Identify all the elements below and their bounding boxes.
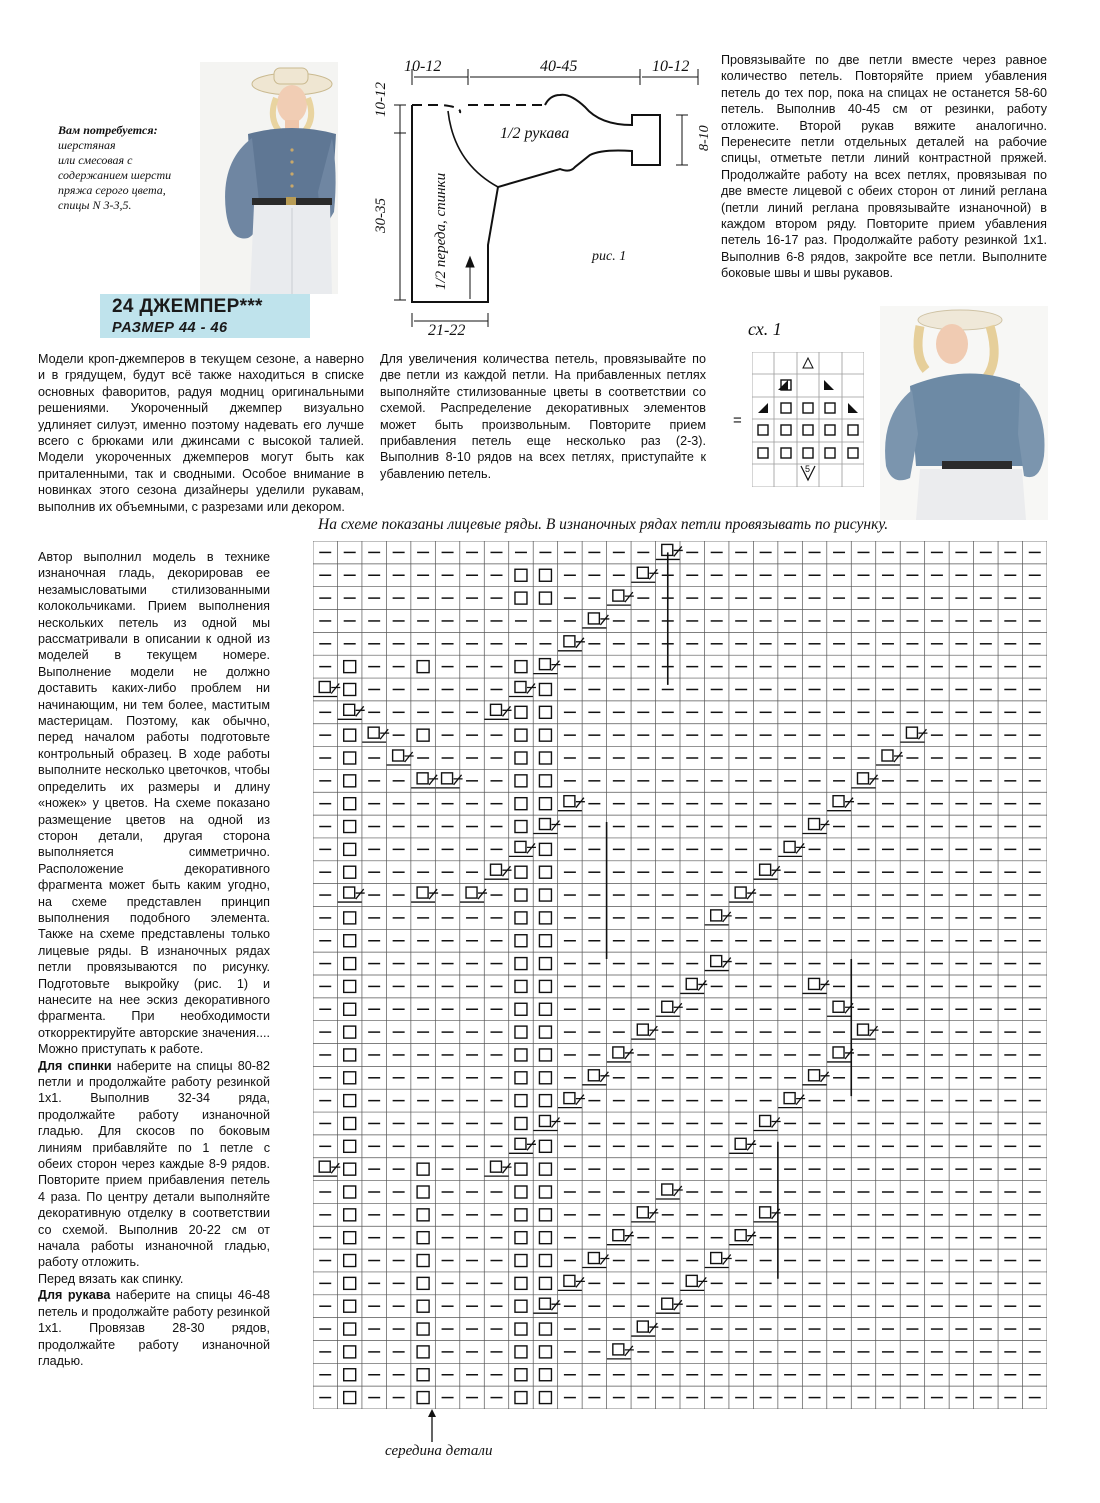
knit-box xyxy=(539,1255,551,1267)
pattern-drawing xyxy=(370,55,715,345)
flower-symbol xyxy=(858,1024,869,1035)
knit-box xyxy=(344,1117,356,1129)
knit-box xyxy=(344,980,356,992)
knit-box xyxy=(515,1186,527,1198)
knit-box xyxy=(344,752,356,764)
knit-box xyxy=(344,843,356,855)
flower-symbol xyxy=(564,796,575,807)
knit-box xyxy=(515,1003,527,1015)
flower-symbol xyxy=(515,1138,526,1149)
knit-box xyxy=(515,706,527,718)
flower-symbol xyxy=(735,887,746,898)
knit-box xyxy=(539,889,551,901)
flower-symbol xyxy=(809,1070,820,1081)
flower-symbol xyxy=(833,1001,844,1012)
knit-box xyxy=(515,912,527,924)
flower-symbol xyxy=(809,978,820,989)
flower-symbol xyxy=(539,659,550,670)
knit-box xyxy=(344,683,356,695)
knit-box xyxy=(417,1255,429,1267)
flower-symbol xyxy=(515,841,526,852)
flower-symbol xyxy=(735,1230,746,1241)
flower-symbol xyxy=(711,956,722,967)
flower-symbol xyxy=(662,1184,673,1195)
materials-line: шерстяная xyxy=(58,138,116,152)
schema-equals: = xyxy=(733,412,742,429)
flower-symbol xyxy=(539,819,550,830)
knit-box xyxy=(344,661,356,673)
knit-box xyxy=(417,1369,429,1381)
knit-box xyxy=(515,889,527,901)
knit-box xyxy=(344,1255,356,1267)
body-label: 1/2 переда, спинки xyxy=(433,172,449,290)
flower-symbol xyxy=(564,636,575,647)
knit-box xyxy=(344,1003,356,1015)
knit-box xyxy=(539,729,551,741)
knit-box xyxy=(515,1163,527,1175)
knit-box xyxy=(515,1117,527,1129)
flower-symbol xyxy=(882,750,893,761)
knit-box xyxy=(539,1072,551,1084)
back-text: наберите на спицы 80-82 петли и продолжайте работу резинкой 1х1. Выполнив 32-34 ряда, продолжайте работу изнаночной гладью. Для скосов по боковым линиям прибавляйте по 1 петле с обеих сторон через каждые 8-9 рядов. Повторите прием прибавления петель 4 раза. По центру детали выполняйте декоративную отделку в соответствии со схемой. Выполнив 20-22 см от начала работы изнаночной гладью, работу отложить. xyxy=(38,1058,270,1270)
flower-symbol xyxy=(809,819,820,830)
dim-left-main: 30-35 xyxy=(373,198,389,233)
knit-box xyxy=(539,958,551,970)
intro-paragraph-1: Модели кроп-джемперов в текущем сезоне, а наверно и в грядущем, будут всё также находиться в списке основных фаворитов, радуя модниц оригинальными решениями. Укороченный джемпер визуально удлиняет силуэт, именно поэтому надевать его лучше всего с брюками или джинсами с высокой талией. Модели укороченных джемперов могут быть как приталенными, так и сводными. Особое внимание в новинках этого сезона дизайнеры уделили рукавам, выполнив их объемными, с разрезами или декором. xyxy=(38,352,364,514)
knit-box xyxy=(539,1323,551,1335)
knit-box xyxy=(539,980,551,992)
knit-box xyxy=(515,1300,527,1312)
knit-box xyxy=(344,798,356,810)
middle-column-text xyxy=(380,351,706,482)
flower-symbol xyxy=(491,704,502,715)
flower-symbol xyxy=(662,1298,673,1309)
knit-box xyxy=(515,1209,527,1221)
flower-symbol xyxy=(637,567,648,578)
knit-box xyxy=(515,980,527,992)
materials-label: Вам потребуется: xyxy=(58,123,158,137)
knit-box xyxy=(539,1003,551,1015)
knit-box xyxy=(515,1346,527,1358)
knit-box xyxy=(344,1140,356,1152)
flower-symbol xyxy=(686,978,697,989)
grid-caption: На схеме показаны лицевые ряды. В изнаночных рядах петли провязывать по рисунку. xyxy=(318,516,889,533)
left-column-text xyxy=(38,549,270,1369)
sleeve-text: наберите на спицы 46-48 петель и продолжайте работу резинкой 1х1. Провязав 28-30 рядов, продолжайте работу изнаночной гладью. xyxy=(38,1288,270,1368)
knit-box xyxy=(417,1186,429,1198)
center-marker-arrow xyxy=(425,1408,439,1444)
sleeve-heading: Для рукава xyxy=(38,1288,111,1303)
dim-top-mid: 40-45 xyxy=(540,58,578,75)
flower-symbol xyxy=(637,1321,648,1332)
flower-symbol xyxy=(319,1161,330,1172)
knit-box xyxy=(515,592,527,604)
flower-symbol xyxy=(858,773,869,784)
back-instructions xyxy=(38,1058,270,1271)
flower-symbol xyxy=(539,1298,550,1309)
flower-symbol xyxy=(588,613,599,624)
knit-box xyxy=(515,1369,527,1381)
model-size: РАЗМЕР 44 - 46 xyxy=(112,320,228,336)
knit-box xyxy=(344,912,356,924)
flower-symbol xyxy=(344,887,355,898)
knit-box xyxy=(417,1300,429,1312)
dim-top-right: 10-12 xyxy=(652,58,690,75)
flower-symbol xyxy=(637,1207,648,1218)
knit-box xyxy=(417,1163,429,1175)
flower-symbol xyxy=(613,1344,624,1355)
flower-symbol xyxy=(319,681,330,692)
knit-box xyxy=(344,866,356,878)
flower-symbol xyxy=(735,1138,746,1149)
knit-box xyxy=(539,1277,551,1289)
front-instructions: Перед вязать как спинку. xyxy=(38,1271,184,1286)
knit-box xyxy=(417,1392,429,1404)
schema-title: сх. 1 xyxy=(748,319,782,339)
knit-box xyxy=(344,1209,356,1221)
knit-box xyxy=(515,821,527,833)
right-column-text xyxy=(721,52,1047,282)
knit-box xyxy=(539,775,551,787)
flower-symbol xyxy=(906,727,917,738)
flower-symbol xyxy=(662,1001,673,1012)
knit-box xyxy=(515,752,527,764)
model-photo-2-illustration xyxy=(880,306,1048,520)
sleeve-instructions xyxy=(38,1287,270,1369)
middle-paragraph: Для увеличения количества петель, провязывайте по две петли из каждой петли. На прибавленных петлях выполняйте стилизованные цветы в соответствии со схемой. Распределение декоративных элементов может быть произвольным. Повторите прием прибавления петель еще несколько раз (2-3). Выполнив 8-10 рядов на всех петлях, приступайте к убавлению петель. xyxy=(380,352,706,481)
knit-box xyxy=(539,1209,551,1221)
knit-box xyxy=(344,1072,356,1084)
flower-symbol xyxy=(539,1115,550,1126)
knit-box xyxy=(515,1095,527,1107)
flower-symbol xyxy=(833,1047,844,1058)
flower-symbol xyxy=(613,590,624,601)
knit-box xyxy=(539,1346,551,1358)
flower-symbol xyxy=(588,1253,599,1264)
knit-box xyxy=(344,935,356,947)
right-paragraph: Провязывайте по две петли вместе через равное количество петель. Повторяйте прием убавления петель до тех пор, пока на спицах не останется 58-60 петель. Выполнив 40-45 см от резинки, работу отложите. Второй рукав вяжите аналогично. Перенесите петли отдельных деталей на рабочие спицы, отметьте петли линий контрастной пряжей. Продолжайте работу на всех петлях, провязывая по две вместе лицевой с обеих сторон от линий реглана (петли линий реглана провязывайте изнаночной) в каждом втором ряду. Повторите прием убавления петель 16-17 раз. Продолжайте работу резинкой 1х1. Выполнив 6-8 рядов, закройте все петли. Выполните боковые швы и швы рукавов. xyxy=(721,53,1047,281)
knit-box xyxy=(515,1255,527,1267)
dim-bottom: 21-22 xyxy=(428,322,466,339)
flower-symbol xyxy=(515,681,526,692)
knit-box xyxy=(344,1346,356,1358)
flower-symbol xyxy=(613,1047,624,1058)
model-title: 24 ДЖЕМПЕР*** xyxy=(112,296,263,317)
flower-symbol xyxy=(393,750,404,761)
knit-box xyxy=(344,1277,356,1289)
knit-box xyxy=(539,1186,551,1198)
materials-line: содержанием шерсти xyxy=(58,168,172,182)
knit-box xyxy=(515,661,527,673)
knit-box xyxy=(539,1026,551,1038)
knit-box xyxy=(417,661,429,673)
knit-box xyxy=(539,1140,551,1152)
knit-box xyxy=(539,592,551,604)
materials-line: или смесовая с xyxy=(58,153,133,167)
knit-box xyxy=(539,866,551,878)
knit-box xyxy=(417,729,429,741)
flower-symbol xyxy=(368,727,379,738)
knit-box xyxy=(539,683,551,695)
knit-box xyxy=(344,1323,356,1335)
dim-left-top: 10-12 xyxy=(373,82,389,117)
knit-box xyxy=(539,1369,551,1381)
knit-box xyxy=(344,958,356,970)
knit-box xyxy=(515,1323,527,1335)
knit-box xyxy=(515,958,527,970)
knit-box xyxy=(344,1049,356,1061)
knit-box xyxy=(417,1277,429,1289)
flower-symbol xyxy=(564,1093,575,1104)
knit-box xyxy=(344,1232,356,1244)
flower-symbol xyxy=(637,1024,648,1035)
grid-bottom-label: середина детали xyxy=(385,1443,493,1459)
flower-symbol xyxy=(760,1207,771,1218)
flower-symbol xyxy=(491,1161,502,1172)
knit-box xyxy=(515,729,527,741)
back-heading: Для спинки xyxy=(38,1058,112,1073)
flower-symbol xyxy=(417,773,428,784)
materials-list xyxy=(58,123,228,213)
flower-symbol xyxy=(760,864,771,875)
knit-box xyxy=(515,1232,527,1244)
knit-box xyxy=(344,1300,356,1312)
knit-box xyxy=(539,1163,551,1175)
knit-box xyxy=(515,1392,527,1404)
flower-symbol xyxy=(711,910,722,921)
flower-symbol xyxy=(588,1070,599,1081)
flower-symbol xyxy=(784,841,795,852)
flower-symbol xyxy=(564,1275,575,1286)
knit-box xyxy=(515,1072,527,1084)
knit-box xyxy=(539,1392,551,1404)
knit-box xyxy=(344,729,356,741)
flower-symbol xyxy=(784,1093,795,1104)
knit-box xyxy=(515,1026,527,1038)
knit-box xyxy=(515,569,527,581)
flower-symbol xyxy=(760,1115,771,1126)
knit-box xyxy=(539,935,551,947)
knit-box xyxy=(539,1095,551,1107)
knit-box xyxy=(417,1232,429,1244)
knit-box xyxy=(344,1163,356,1175)
model-photo-2 xyxy=(880,306,1048,520)
materials-line: пряжа серого цвета, xyxy=(58,183,166,197)
flower-symbol xyxy=(686,1275,697,1286)
knit-box xyxy=(515,798,527,810)
knit-box xyxy=(539,569,551,581)
flower-symbol xyxy=(491,864,502,875)
knit-box xyxy=(344,1026,356,1038)
knit-box xyxy=(515,1049,527,1061)
sleeve-label: 1/2 рукава xyxy=(500,125,570,142)
flower-symbol xyxy=(711,1253,722,1264)
knit-box xyxy=(539,912,551,924)
knit-box xyxy=(539,706,551,718)
knit-box xyxy=(344,821,356,833)
intro-text xyxy=(38,351,364,515)
knit-box xyxy=(539,752,551,764)
knit-box xyxy=(515,1277,527,1289)
knit-box xyxy=(539,843,551,855)
knit-box xyxy=(515,935,527,947)
knit-box xyxy=(344,1369,356,1381)
knit-box xyxy=(344,1095,356,1107)
figure-label: рис. 1 xyxy=(592,249,627,264)
knit-box xyxy=(344,1392,356,1404)
knit-box xyxy=(539,1232,551,1244)
flower-symbol xyxy=(613,1230,624,1241)
knit-box xyxy=(515,775,527,787)
knit-box xyxy=(344,1186,356,1198)
knit-box xyxy=(515,866,527,878)
knit-box xyxy=(417,1323,429,1335)
dim-top-left: 10-12 xyxy=(404,58,442,75)
knit-box xyxy=(539,1049,551,1061)
knit-box xyxy=(417,1346,429,1358)
flower-symbol xyxy=(833,796,844,807)
schema-small-label: 5 xyxy=(805,464,811,474)
materials-line: спицы N 3-3,5. xyxy=(58,198,132,212)
dim-cuff: 8-10 xyxy=(697,125,712,151)
knit-box xyxy=(344,775,356,787)
flower-symbol xyxy=(417,887,428,898)
knitting-chart xyxy=(313,541,1047,1409)
flower-symbol xyxy=(442,773,453,784)
flower-symbol xyxy=(466,887,477,898)
intro-paragraph-2: Автор выполнил модель в технике изнаночная гладь, декорировав ее незамысловатыми стилизованными колокольчиками. Прием выполнения нескольких петель из одной мы рассматривали в описании к одной из моделей в текущем номере. Выполнение модели не должно доставить каких-либо проблем ни начинающим, ни тем более, маститым мастерицам. Поэтому, как обычно, перед началом работы подготовьте контрольный образец. В ходе работы выполните несколько цветочков, чтобы определить их размеры и длину «ножек» у цветов. На схеме показано размещение цветов на одной из сторон детали, другая сторона выполняется симметрично. Расположение декоративного фрагмента может быть каким угодно, на схеме представлен принцип выполнения подобного элемента. Также на схеме представлены только лицевые ряды. В изнаночных рядах петли провязываются по рисунку. Подготовьте выкройку (рис. 1) и нанесите на нее эскиз декоративного фрагмента. При необходимости откорректируйте авторские значения.... Можно приступать к работе. xyxy=(38,550,270,1057)
knit-box xyxy=(539,798,551,810)
knit-box xyxy=(417,1209,429,1221)
flower-symbol xyxy=(344,704,355,715)
